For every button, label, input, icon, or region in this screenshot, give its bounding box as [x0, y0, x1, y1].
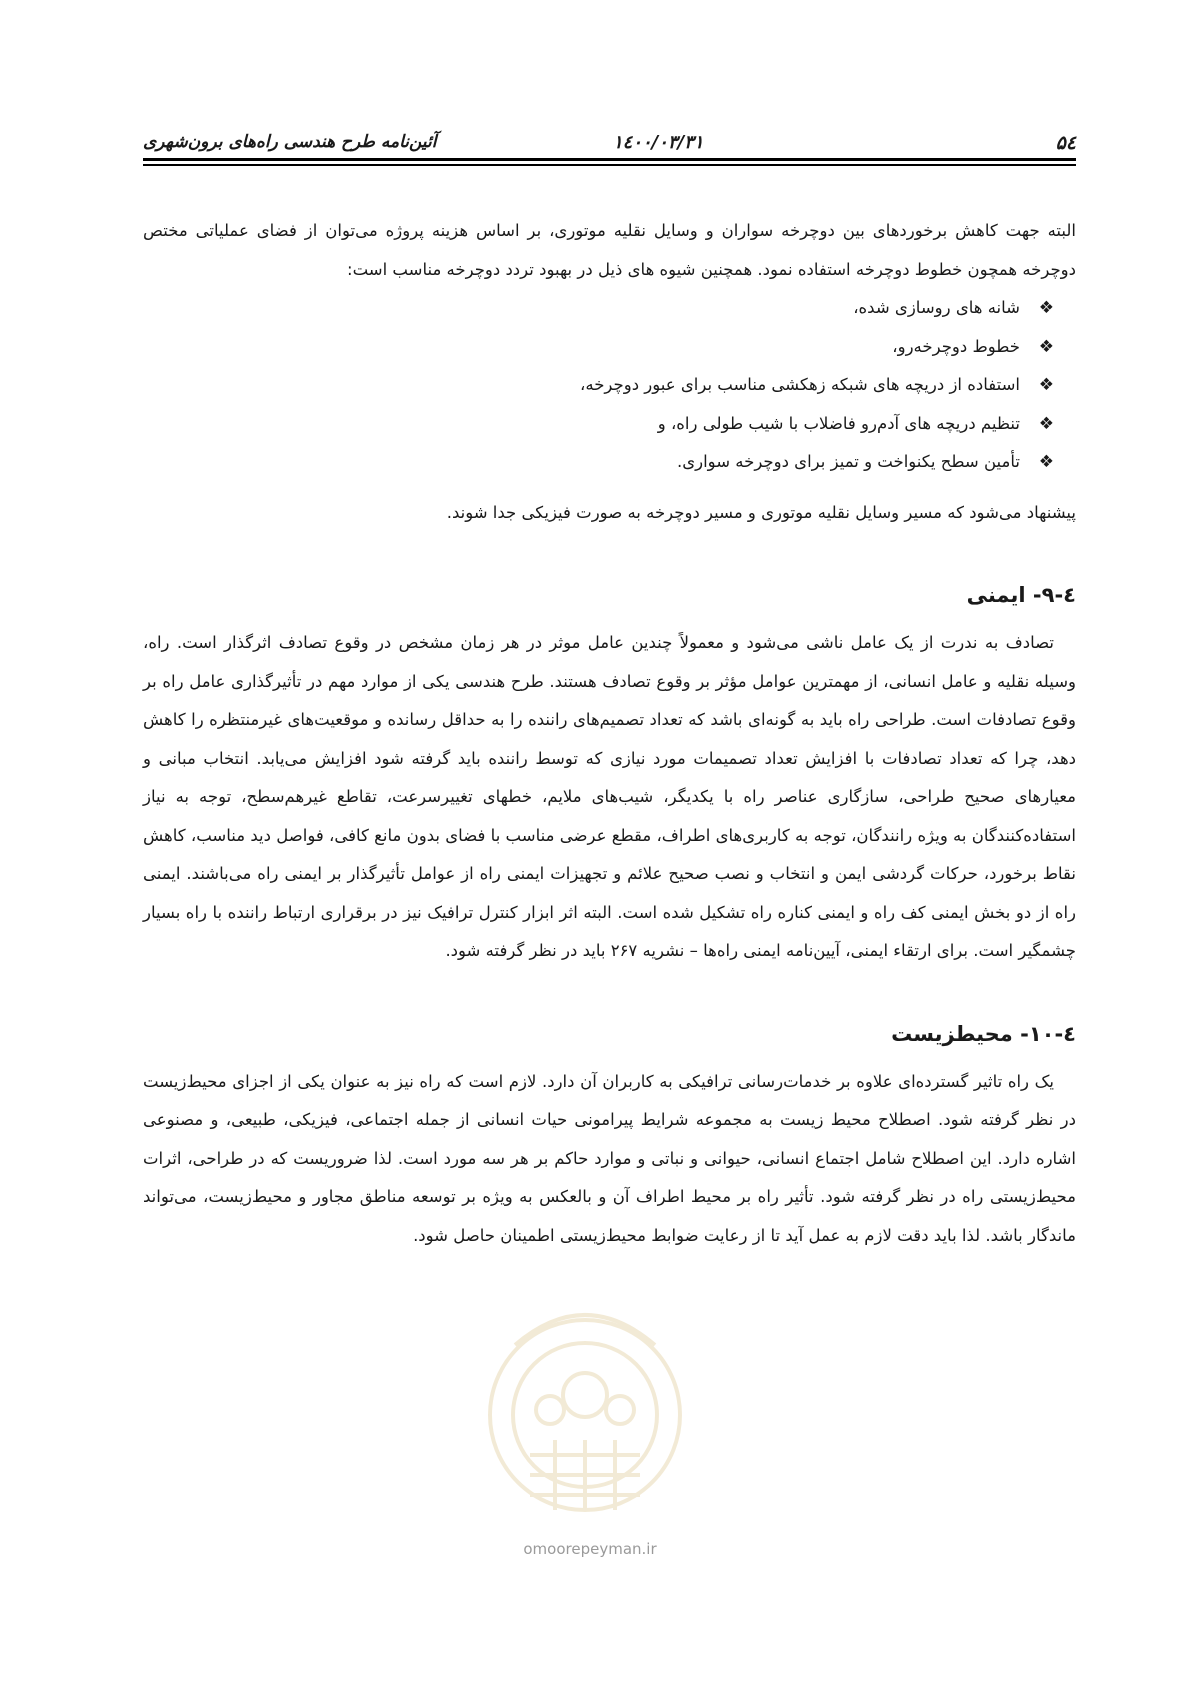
watermark-url: omoorepeyman.ir: [523, 1540, 657, 1558]
list-item: [143, 328, 1054, 367]
bullet-diamond-icon: ❖: [1038, 336, 1054, 357]
list-item: [143, 405, 1054, 444]
intro-paragraph: البته جهت کاهش برخوردهای بین دوچرخه سواران و وسایل نقلیه موتوری، بر اساس هزینه پروژه می‌توان از فضای عملیاتی مختص دوچرخه همچون خطوط دوچرخه استفاده نمود. همچنین شیوه های ذیل در بهبود تردد دوچرخه مناسب است:: [143, 221, 1076, 279]
bullet-diamond-icon: ❖: [1038, 375, 1054, 395]
header-rule-thick: [143, 158, 1076, 161]
environment-paragraph: یک راه تاثیر گسترده‌ای علاوه بر خدمات‌رسانی ترافیکی به کاربران آن دارد. لازم است که راه نیز به عنوان یکی از اجزای محیط‌زیست در نظر گرفته شود. اصطلاح محیط زیست به مجموعه شرایط پیرامونی حیات انسانی از جمله اجتماعی، فیزیکی، طبیعی، و مصنوعی اشاره دارد. این اصطلاح شامل اجتماع انسانی، حیوانی و نباتی و موارد حاکم بر هر سه مورد است. لذا ضروریست که در طراحی، اثرات محیط‌زیستی راه در نظر گرفته شود. تأثیر راه بر محیط اطراف آن و بالعکس به ویژه بر توسعه مناطق مجاور و محیط‌زیست، می‌تواند ماندگار باشد. لذا باید دقت لازم به عمل آید تا از رعایت ضوابط محیط‌زیستی اطمینان حاصل شود.: [143, 1071, 1076, 1245]
page-header: [143, 128, 1076, 156]
bullet-diamond-icon: ❖: [1038, 298, 1054, 318]
list-item: [143, 443, 1054, 482]
intro-closing: پیشنهاد می‌شود که مسیر وسایل نقلیه موتوری و مسیر دوچرخه به صورت فیزیکی جدا شوند.: [446, 502, 1076, 522]
section-heading-safety: ٤-۹- ایمنی: [966, 583, 1076, 607]
list-item-text: تأمین سطح یکنواخت و تمیز برای دوچرخه سواری.: [676, 452, 1020, 471]
bullet-diamond-icon: ❖: [1038, 413, 1054, 434]
header-rule-thin: [143, 164, 1076, 166]
header-title: آئین‌نامه طرح هندسی راه‌های برون‌شهری: [143, 132, 437, 152]
header-date: ۱٤۰۰/۰۳/۳۱: [613, 132, 704, 153]
list-item-text: استفاده از دریچه های شبکه زهکشی مناسب برای عبور دوچرخه،: [580, 375, 1020, 394]
watermark-seal-icon: [475, 1265, 695, 1555]
page-body: [143, 212, 1076, 1255]
list-item-text: تنظیم دریچه های آدم‌رو فاضلاب با شیب طولی راه، و: [657, 413, 1020, 433]
list-item: [143, 366, 1054, 405]
safety-paragraph: تصادف به ندرت از یک عامل ناشی می‌شود و معمولاً چندین عامل موثر در هر زمان مشخص در وقوع تصادف اثرگذار است. راه، وسیله نقلیه و عامل انسانی، از مهمترین عوامل مؤثر بر وقوع تصادف هستند. طرح هندسی یکی از موارد مهم در تأثیرگذاری عامل راه بر وقوع تصادفات است. طراحی راه باید به گونه‌ای باشد که تعداد تصمیم‌های راننده را به حداقل رسانده و موقعیت‌های غیرمنتظره را کاهش دهد، چرا که تعداد تصادفات با افزایش تعداد تصمیمات مورد نیازی که توسط راننده باید گرفته شود افزایش می‌یابد. انتخاب مبانی و معیارهای صحیح طراحی، سازگاری عناصر راه با یکدیگر، شیب‌های ملایم، خطهای تغییرسرعت، تقاطع غیرهم‌سطح، توجه به نیاز استفاده‌کنندگان به ویژه رانندگان، توجه به کاربری‌های اطراف، مقطع عرضی مناسب با فضای بدون مانع کافی، فواصل دید مناسب، کاهش نقاط برخورد، حرکات گردشی ایمن و انتخاب و نصب صحیح علائم و تجهیزات ایمنی راه از عوامل تأثیرگذار بر ایمنی راه می‌باشند. ایمنی راه از دو بخش ایمنی کف راه و ایمنی کناره راه تشکیل شده است. البته اثر ابزار کنترل ترافیک نیز در برقراری ارتباط راننده با راه بسیار چشمگیر است. برای ارتقاء ایمنی، آیین‌نامه ایمنی راه‌ها – نشریه ۲۶۷ باید در نظر گرفته شود.: [143, 633, 1076, 960]
section-heading-environment: ٤-۱۰- محیطزیست: [891, 1021, 1076, 1046]
list-item-text: خطوط دوچرخه‌رو،: [892, 336, 1020, 356]
bullet-list: [143, 289, 1076, 482]
list-item-text: شانه های روسازی شده،: [853, 298, 1020, 317]
page-number: ۵٤: [1055, 132, 1076, 154]
list-item: [143, 289, 1054, 328]
bullet-diamond-icon: ❖: [1038, 452, 1054, 472]
